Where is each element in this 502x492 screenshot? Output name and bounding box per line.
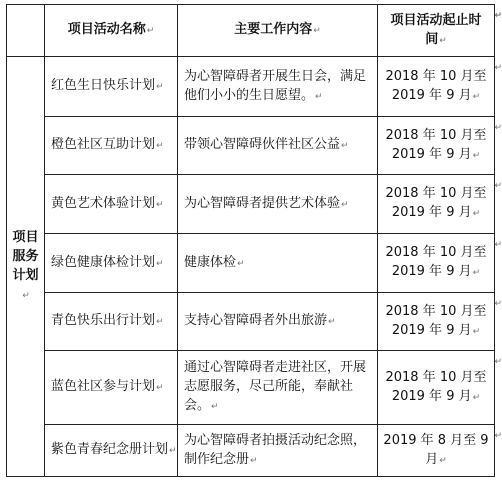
activity-period: 2018 年 10 月至 2019 年 9 月↵ ↵: [378, 57, 495, 117]
work-content: 支持心智障碍者外出旅游↵: [178, 293, 378, 351]
activity-name: 蓝色社区参与计划↵: [45, 351, 178, 425]
service-plan-table: [6, 4, 502, 477]
activity-period: 2018 年 10 月至 2019 年 9 月↵ ↵: [378, 293, 495, 351]
header-activity-name: 项目活动名称↵: [45, 5, 178, 57]
activity-name: 黄色艺术体验计划↵: [45, 175, 178, 234]
work-content: 通过心智障碍者走进社区，开展志愿服务，尽己所能，奉献社会。↵: [178, 351, 378, 425]
activity-period: 2018 年 10 月至 2019 年 9 月↵ ↵: [378, 351, 495, 425]
table-row: [7, 57, 495, 117]
work-content: 为心智障碍者拍摄活动纪念照，制作纪念册↵: [178, 425, 378, 477]
activity-period: 2018 年 10 月至 2019 年 9 月↵ ↵: [378, 117, 495, 175]
table-row: [7, 117, 495, 175]
activity-name: 橙色社区互助计划↵: [45, 117, 178, 175]
work-content: 为心智障碍者提供艺术体验↵: [178, 175, 378, 234]
header-row: [7, 5, 495, 57]
header-period: 项目活动起止时 间↵ ↵: [378, 5, 495, 57]
activity-period: 2018 年 10 月至 2019 年 9 月↵ ↵: [378, 175, 495, 234]
work-content: 健康体检↵: [178, 234, 378, 293]
activity-name: 紫色青春纪念册计划↵: [45, 425, 178, 477]
table-row: [7, 175, 495, 234]
work-content: 带领心智障碍伙伴社区公益↵: [178, 117, 378, 175]
section-label: 项目 服务 计划 ↵: [7, 57, 45, 477]
activity-name: 红色生日快乐计划↵: [45, 57, 178, 117]
header-work-content: 主要工作内容↵: [178, 5, 378, 57]
activity-name: 青色快乐出行计划↵: [45, 293, 178, 351]
activity-period: 2018 年 10 月至 2019 年 9 月↵ ↵: [378, 234, 495, 293]
table-row: [7, 293, 495, 351]
table-row: [7, 234, 495, 293]
activity-name: 绿色健康体检计划↵: [45, 234, 178, 293]
work-content: 为心智障碍者开展生日会，满足他们小小的生日愿望。↵: [178, 57, 378, 117]
table-row: [7, 425, 495, 477]
table-row: [7, 351, 495, 425]
activity-period: 2019 年 8 月至 9 月↵ ↵: [378, 425, 495, 477]
corner-cell: [7, 5, 45, 57]
